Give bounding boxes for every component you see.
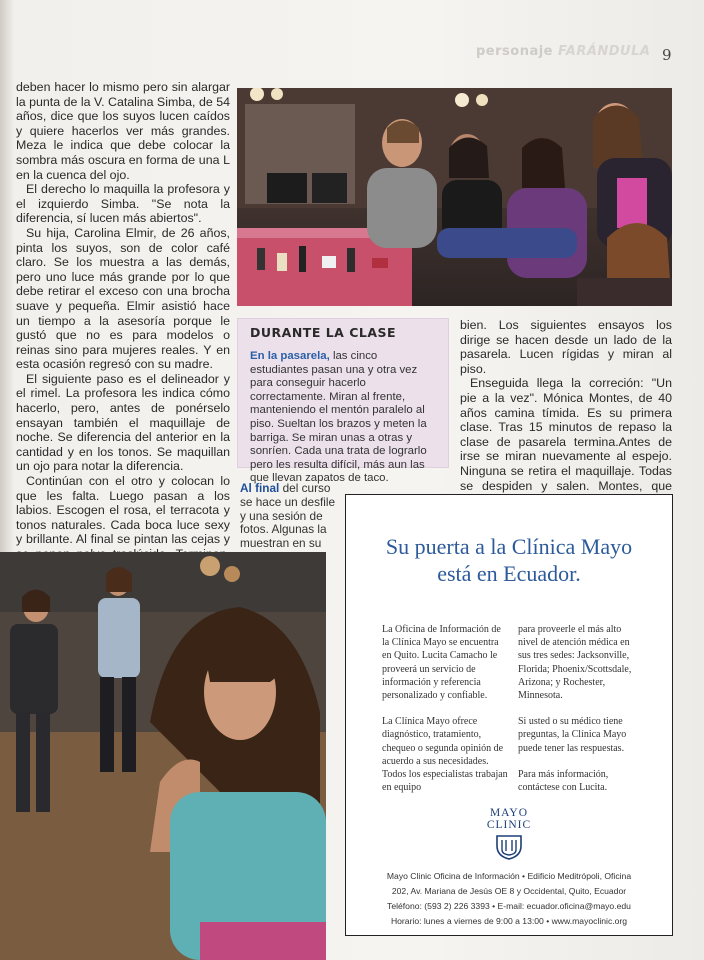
ad-text-left — [382, 623, 510, 807]
box-title: DURANTE LA CLASE — [250, 325, 397, 340]
logo-line1: MAYO — [489, 807, 529, 819]
caption-text: del curso se hace un desfile y una sesión de fotos. Algunas la muestran en su — [240, 481, 336, 551]
ad-headline-line1: Su puerta a la Clínica Mayo — [385, 534, 633, 559]
ad-footer — [370, 869, 648, 929]
ad-footer-line: Horario: lunes a viernes de 9:00 a 13:00 • www.mayoclinic.org — [390, 916, 628, 926]
ad-paragraph: La Oficina de Información de la Clínica Mayo se encuentra en Quito. Lucita Camacho le proveerá un servicio de información y referencia personalizado y confiable. — [382, 624, 501, 702]
article-paragraph: El siguiente paso es el delineador y el rimel. La profesora les indica cómo hacerlo, pero, antes de ponérselo ensayan también el maquillaje de noche. Se diferencia del anterior en la cantidad y en los tonos. Se maquillan un ojo para notar la diferencia. — [16, 371, 230, 474]
mayo-clinic-ad — [345, 494, 673, 936]
section-label: personaje — [476, 44, 554, 59]
ad-footer-line: 202, Av. Mariana de Jesús OE 8 y Occidental, Quito, Ecuador — [391, 886, 627, 896]
runway-practice-illustration — [0, 552, 326, 960]
ad-footer-line: Mayo Clinic Oficina de Información • Edificio Meditrópoli, Oficina — [386, 871, 632, 881]
makeup-class-photo — [237, 88, 672, 306]
article-paragraph: Enseguida llega la correción: "Un pie a la vez". Mónica Montes, de 40 años camina tímida. Es su primera clase. Tras 15 minutos de repaso la clase de pasarela termina.Antes de irse se miran nuevamente al espejo. Ninguna se retira el maquillaje. Todas se despiden y salen. Montes, que — [460, 376, 672, 493]
caption-lead: Al final — [240, 481, 280, 495]
article-paragraph: Continúan con el otro y colocan lo que les falta. Luego pasan a los labios. Escogen el rosa, el terracota y tonos naturales. Cada boca luce sexy y brillante. Al final se pintan las cejas y — [16, 474, 230, 547]
ad-headline-line2: está en Ecuador. — [437, 561, 581, 586]
article-paragraph: El derecho lo maquilla la profesora y el izquierdo Simba. "Se nota la diferencia, sí lucen más abiertos". — [16, 182, 230, 226]
durante-la-clase-box — [237, 318, 449, 485]
mayo-shield-icon — [495, 834, 523, 860]
box-lead: En la pasarela, — [250, 350, 330, 362]
box-text: las cinco estudiantes pasan una y otra vez para conseguir hacerlo correctamente. Miran al frente, manteniendo el mentón paralelo al piso. Sueltan los brazos y meten la barriga. Se miran unas a otras y sonríen. Cada una trata de lograrlo pero les resulta difícil, más aun las que llevan zapatos de taco. — [250, 350, 427, 485]
ad-headline — [346, 533, 672, 587]
article-paragraph: deben hacer lo mismo pero sin alargar la punta de la V. Catalina Simba, de 54 años, dice que los suyos lucen caídos y quiere hacerlos ver más grandes. Meza le indica que debe colocar la sombra más oscura en forma de una L en la cuenca del ojo. — [16, 80, 230, 182]
ad-paragraph: Para más información, contáctese con Lucita. — [518, 768, 609, 794]
mayo-clinic-logo — [476, 807, 542, 860]
page-number: 9 — [662, 46, 672, 64]
makeup-class-illustration — [237, 88, 672, 306]
logo-line2: CLINIC — [486, 819, 532, 831]
ad-text-right — [518, 623, 642, 807]
ad-paragraph: para proveerle el más alto nivel de atención médica en sus tres sedes: Jacksonville, Florida; Phoenix/Scottsdale, Arizona; y Rochester, Minnesota. — [518, 624, 632, 702]
section-header — [476, 44, 650, 59]
ad-paragraph: Si usted o su médico tiene preguntas, la Clínica Mayo puede tener las respuestas. — [518, 716, 627, 754]
ad-paragraph: La Clínica Mayo ofrece diagnóstico, tratamiento, chequeo o segunda opinión de acuerdo a sus necesidades. Todos los especialistas trabajan en equipo — [382, 716, 508, 794]
article-paragraph: Su hija, Carolina Elmir, de 26 años, pinta los suyos, son de color café claro. Se los muestra a las demás, pero uno luce más grande por lo que debe retirar el exceso con una brocha suave y pequeña. Elmir asistió hace un tiempo a la asesoría porque le gustó que no es para modelos o reinas sino para mujeres reales. Y en esta ocasión regresó con su madre. — [16, 225, 230, 372]
ad-footer-line: Teléfono: (593 2) 226 3393 • E-mail: ecuador.oficina@mayo.edu — [387, 901, 631, 911]
article-right-column — [460, 318, 672, 522]
article-paragraph: bien. Los siguientes ensayos los dirige se hacen desde un lado de la pasarela. Lucen rígidas y miran al piso. — [460, 318, 672, 376]
runway-practice-photo — [0, 552, 326, 960]
subsection-label: FARÁNDULA — [558, 44, 651, 59]
box-body — [250, 350, 438, 486]
